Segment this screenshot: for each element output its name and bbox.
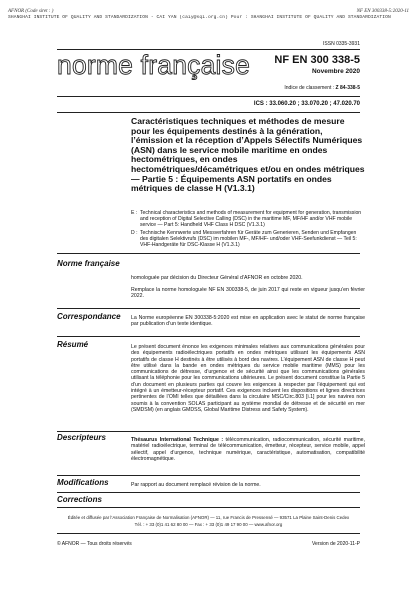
- descripteurs-text: [131, 437, 365, 462]
- rule-2: [57, 96, 360, 97]
- resume-text: Le présent document énonce les exigences minimales relatives aux communications générales pour des équipements radioélectriques portatifs en ondes métriques utilisant les équipements ASN portatifs de classe H destinés à être utilisés à bord des navires. L’équipement ASN de classe H peut être utilisé dans la bande en ondes métriques du service mobile maritime (MMS) pour les communications de détresse, d’urgence et de sécurité ainsi que les communications générales utilisant la téléphonie pour les communications ultérieures. Le présent document constitue la Partie 5 d’un document en plusieurs parties qui couvre les exigences à respecter par l’équipement qui est intégré à un émetteur-récepteur portatif. Ces exigences incluent les dispositions et lignes directrices pertinentes de l’OMI telles que détaillées dans la circulaire MSC/Circ.803 [i.1] pour les navires non soumis à la convention SOLAS participant au système mondial de détresse et de sécurité en mer (SMDSM) (en anglais GMDSS, Global Maritime Distress and Safety System).: [131, 344, 365, 413]
- standard-date: Novembre 2020: [311, 68, 360, 75]
- footer-version: Version de 2020-11-P: [312, 541, 360, 547]
- rule-modifications: [57, 475, 360, 476]
- section-correspondance-heading: Correspondance: [57, 312, 121, 321]
- translation-de-text: Technische Kennwerte und Messverfahren für Geräte zum Generieren, Senden und Empfangen des digitalen Selektivrufs (DSC) im mobilen MF-, MF/HF- und/oder VHF-Seefunkdienst — Teil 5: VHF-Handgeräte für DSC-Klasse H (V1.3.1): [140, 230, 357, 249]
- license-line: SHANGHAI INSTITUTE OF QUALITY AND STANDARDIZATION - CAI YAN (caiy@sqi.org.cn) Pour : SHANGHAI INSTITUTE OF QUALITY AND STANDARDIZATION: [8, 15, 391, 20]
- issn: ISSN 0335-3931: [323, 41, 360, 47]
- section-modifications-heading: Modifications: [57, 478, 109, 487]
- document-title: Caractéristiques techniques et méthodes de mesure pour les équipements destinés à la génération, l’émission et la réception d’Appels Sélectifs Numériques (ASN) dans le service mobile maritime en ondes hectométriques, en ondes hectométriques/décamétriques et/ou en ondes métriques — Partie 5 : Équipements ASN portatifs en ondes métriques de classe H (V1.3.1): [131, 116, 365, 194]
- rule-norme: [57, 253, 360, 254]
- publisher-contact: Tél. : + 33 (0)1 41 62 80 00 — Fax : + 33 (0)1 49 17 90 00 — www.afnor.org: [134, 522, 283, 527]
- rule-publisher: [57, 507, 360, 508]
- correspondance-text: La Norme européenne EN 300338-5:2020 est mise en application avec le statut de norme française par publication d’un texte identique.: [131, 315, 365, 328]
- rule-descripteurs: [57, 431, 360, 432]
- footer-copyright: © AFNOR — Tous droits réservés: [57, 541, 132, 547]
- translation-de: [131, 230, 365, 249]
- descripteurs-keywords: télécommunication, radiocommunication, sécurité maritime, matériel radioélectrique, terminal de télécommunication, émetteur, récepteur, service mobile, appel sélectif, appel d’urgence, technique numérique, caractéristique, automatisation, compatibilité électromagnétique.: [131, 437, 366, 462]
- descripteurs-label: Thésaurus International Technique :: [131, 437, 224, 443]
- norme-homologation: homologuée par décision du Directeur Général d’AFNOR en octobre 2020.: [131, 275, 303, 281]
- section-resume-heading: Résumé: [57, 340, 89, 349]
- header-right-ref: NF EN 300338-5:2020-11: [356, 9, 409, 14]
- rule-correspondance: [57, 308, 360, 309]
- rule-corrections: [57, 492, 360, 493]
- norme-remplacement: Remplace la norme homologuée NF EN 300338-5, de juin 2017 qui reste en vigueur jusqu’en février 2022.: [131, 287, 365, 300]
- header-left-ref: AFNOR (Code siret : ): [8, 9, 54, 14]
- translation-de-label: D :: [131, 230, 138, 236]
- section-norme-heading: Norme française: [57, 259, 120, 268]
- index-classement: [284, 85, 360, 91]
- corrections-text: Par rapport au document remplacé révision de la norme.: [131, 482, 261, 488]
- translation-en-label: E :: [131, 210, 138, 216]
- section-descripteurs-heading: Descripteurs: [57, 433, 106, 442]
- index-label: Indice de classement :: [284, 85, 335, 91]
- section-corrections-heading: Corrections: [57, 495, 102, 504]
- rule-3: [57, 112, 360, 113]
- publisher-address: Éditée et diffusée par l’Association Française de Normalisation (AFNOR) — 11, rue Francis de Pressensé — 93571 La Plaine Saint-Denis Cedex: [67, 515, 350, 520]
- norme-francaise-logo: norme française: [57, 50, 251, 80]
- footer-rule: [57, 533, 360, 534]
- rule-resume: [57, 336, 360, 337]
- ics-codes: ICS : 33.060.20 ; 33.070.20 ; 47.020.70: [253, 101, 360, 107]
- index-value: Z 84-338-5: [335, 85, 360, 91]
- standard-number: NF EN 300 338-5: [274, 54, 360, 66]
- translation-en-text: Technical characteristics and methods of measurement for equipment for generation, transmission and reception of Digital Selective Calling (DSC) in the maritime MF, MF/HF and/or VHF mobile service — Part 5: Handheld VHF Class H DSC (V1.3.1): [140, 210, 362, 229]
- translation-en: [131, 210, 365, 229]
